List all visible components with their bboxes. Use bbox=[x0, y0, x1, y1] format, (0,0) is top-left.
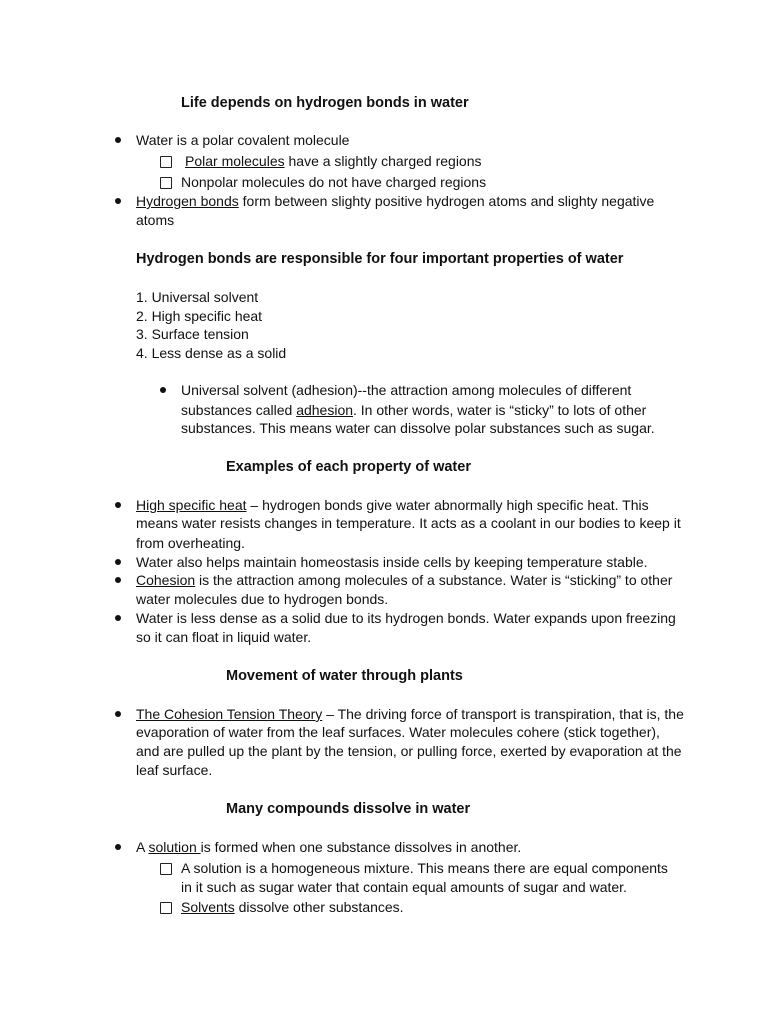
example-cohesion-l2: water molecules due to hydrogen bonds. bbox=[136, 591, 389, 607]
solution-definition bbox=[136, 838, 521, 856]
example-specific-heat-l3: from overheating. bbox=[136, 535, 245, 551]
text-span: – hydrogen bonds give water abnormally high specific heat. This bbox=[246, 497, 649, 513]
heading-dissolve: Many compounds dissolve in water bbox=[226, 801, 471, 817]
sub-item-nonpolar: Nonpolar molecules do not have charged regions bbox=[181, 174, 487, 190]
homogeneous-mixture: A solution is a homogeneous mixture. This means there are equal components bbox=[181, 860, 668, 876]
bullet-hydrogen-bonds-cont: atoms bbox=[136, 212, 175, 228]
cohesion-tension-l2: evaporation of water from the leaf surfaces. Water molecules cohere (stick together), bbox=[136, 724, 660, 740]
term-adhesion: adhesion bbox=[296, 402, 354, 418]
bullet-icon bbox=[115, 577, 121, 583]
bullet-icon bbox=[115, 844, 121, 850]
checkbox-icon[interactable] bbox=[160, 156, 172, 168]
text-span: is formed when one substance dissolves in another. bbox=[200, 839, 522, 855]
term-solution: solution bbox=[148, 839, 201, 855]
text-span: . In other words, water is “sticky” to lots of other bbox=[353, 402, 647, 418]
sub-item-text: have a slightly charged regions bbox=[284, 153, 482, 169]
example-homeostasis: Water also helps maintain homeostasis inside cells by keeping temperature stable. bbox=[136, 554, 648, 570]
term-high-specific-heat: High specific heat bbox=[136, 497, 247, 513]
term-cohesion-tension-theory: The Cohesion Tension Theory bbox=[136, 706, 323, 722]
bullet-icon bbox=[115, 615, 121, 621]
text-span: dissolve other substances. bbox=[234, 899, 404, 915]
bullet-icon bbox=[115, 198, 121, 204]
term-cohesion: Cohesion bbox=[136, 572, 196, 588]
bullet-icon bbox=[115, 502, 121, 508]
example-specific-heat-l2: means water resists changes in temperature. It acts as a coolant in our bodies to keep it bbox=[136, 515, 681, 531]
checkbox-icon[interactable] bbox=[160, 902, 172, 914]
heading-four-properties: Hydrogen bonds are responsible for four important properties of water bbox=[136, 251, 624, 267]
term-solvents: Solvents bbox=[181, 899, 235, 915]
checkbox-icon[interactable] bbox=[160, 863, 172, 875]
term-polar-molecules: Polar molecules bbox=[185, 153, 285, 169]
term-hydrogen-bonds: Hydrogen bonds bbox=[136, 193, 239, 209]
text-span: – The driving force of transport is transpiration, that is, the bbox=[322, 706, 684, 722]
text-span: substances called bbox=[181, 402, 297, 418]
universal-solvent-line-1: Universal solvent (adhesion)--the attraction among molecules of different bbox=[181, 382, 632, 398]
heading-movement: Movement of water through plants bbox=[226, 668, 463, 684]
universal-solvent-line-3: substances. This means water can dissolve polar substances such as sugar. bbox=[181, 420, 655, 436]
bullet-icon bbox=[115, 559, 121, 565]
property-list-item: 1. Universal solvent bbox=[136, 289, 259, 305]
cohesion-tension-l4: leaf surface. bbox=[136, 762, 213, 778]
bullet-text: form between slighty positive hydrogen atoms and slighty negative bbox=[238, 193, 655, 209]
example-cohesion bbox=[136, 571, 672, 589]
checkbox-icon[interactable] bbox=[160, 177, 172, 189]
bullet-icon bbox=[115, 137, 121, 143]
heading-examples: Examples of each property of water bbox=[226, 459, 471, 475]
text-span: A bbox=[136, 839, 149, 855]
property-list-item: 3. Surface tension bbox=[136, 326, 249, 342]
sub-item-polar-molecules bbox=[185, 152, 482, 170]
bullet-icon bbox=[160, 387, 166, 393]
example-specific-heat bbox=[136, 496, 649, 514]
bullet-polar-molecule: Water is a polar covalent molecule bbox=[136, 132, 350, 148]
universal-solvent-line-2 bbox=[181, 401, 646, 419]
cohesion-tension-l3: and are pulled up the plant by the tension, or pulling force, exerted by evaporation at the bbox=[136, 743, 682, 759]
bullet-hydrogen-bonds bbox=[136, 192, 654, 210]
solvents-item bbox=[181, 898, 404, 916]
cohesion-tension-theory bbox=[136, 705, 684, 723]
example-less-dense: Water is less dense as a solid due to its hydrogen bonds. Water expands upon freezing bbox=[136, 610, 676, 626]
property-list-item: 4. Less dense as a solid bbox=[136, 345, 287, 361]
heading-life-depends: Life depends on hydrogen bonds in water bbox=[181, 95, 469, 111]
homogeneous-mixture-l2: in it such as sugar water that contain equal amounts of sugar and water. bbox=[181, 879, 627, 895]
text-span: is the attraction among molecules of a substance. Water is “sticking” to other bbox=[195, 572, 673, 588]
example-less-dense-l2: so it can float in liquid water. bbox=[136, 629, 312, 645]
property-list-item: 2. High specific heat bbox=[136, 308, 263, 324]
bullet-icon bbox=[115, 711, 121, 717]
